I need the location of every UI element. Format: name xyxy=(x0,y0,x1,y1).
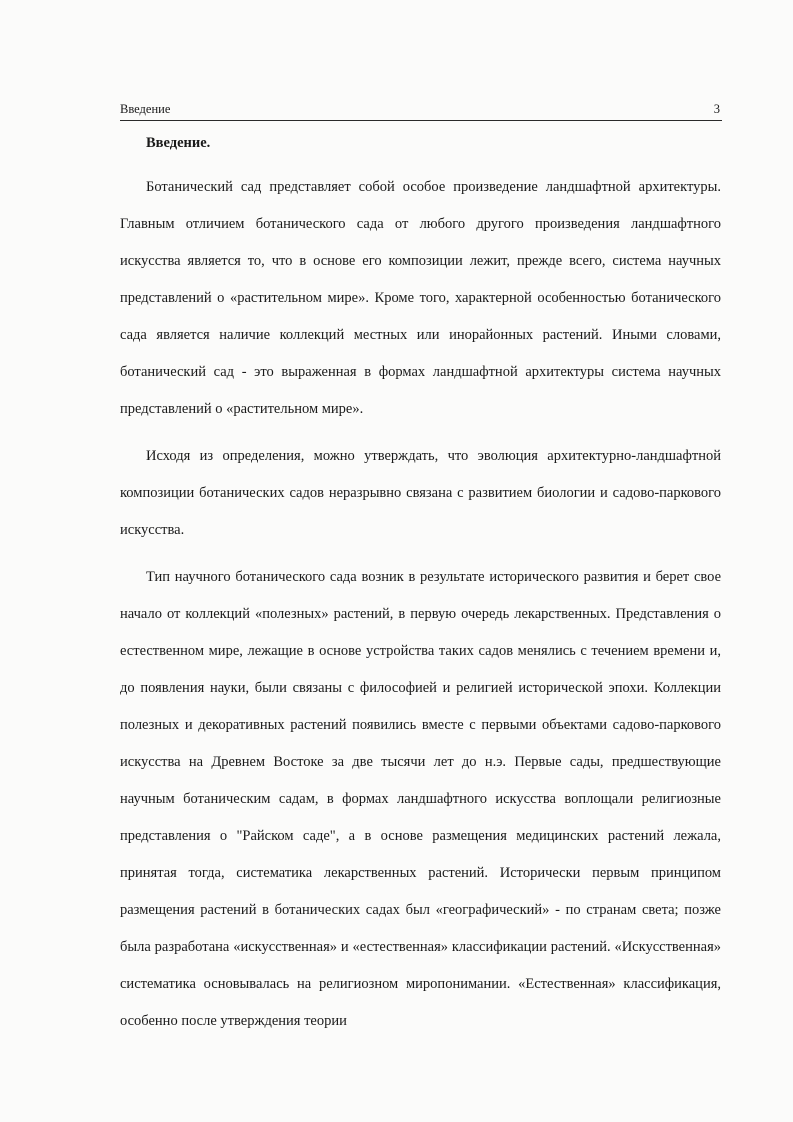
paragraph-3: Тип научного ботанического сада возник в результате исторического развития и берет свое начало от коллекций «полезных» растений, в первую очередь лекарственных. Представления о естественном мире, лежащие в основе устройства таких садов менялись с течением времени и, до появления науки, были связаны с философией и религией исторической эпохи. Коллекции полезных и декоративных растений появились вместе с первыми объектами садово-паркового искусства на Древнем Востоке за две тысячи лет до н.э. Первые сады, предшествующие научным ботаническим садам, в формах ландшафтного искусства воплощали религиозные представления о "Райском саде", а в основе размещения медицинских растений лежала, принятая тогда, систематика лекарственных растений. Исторически первым принципом размещения растений в ботанических садах был «географический» - по странам света; позже была разработана «искусственная» и «естественная» классификации растений. «Искусственная» систематика основывалась на религиозном миропонимании. «Естественная» классификация, особенно после утверждения теории xyxy=(120,569,721,1029)
running-header xyxy=(120,100,722,121)
paragraph-2: Исходя из определения, можно утверждать, что эволюция архитектурно-ландшафтной композиции ботанических садов неразрывно связана с развитием биологии и садово-паркового искусства. xyxy=(120,448,721,538)
body-text xyxy=(120,133,721,1040)
section-heading: Введение. xyxy=(146,135,211,151)
paragraph-1: Ботанический сад представляет собой особое произведение ландшафтной архитектуры. Главным отличием ботанического сада от любого другого произведения ландшафтного искусства является то, что в основе его композиции лежит, прежде всего, система научных представлений о «растительном мире». Кроме того, характерной особенностью ботанического сада является наличие коллекций местных или инорайонных растений. Иными словами, ботанический сад - это выраженная в формах ландшафтной архитектуры система научных представлений о «растительном мире». xyxy=(120,179,721,417)
header-section-title: Введение xyxy=(120,102,171,116)
page-number: 3 xyxy=(713,102,720,116)
